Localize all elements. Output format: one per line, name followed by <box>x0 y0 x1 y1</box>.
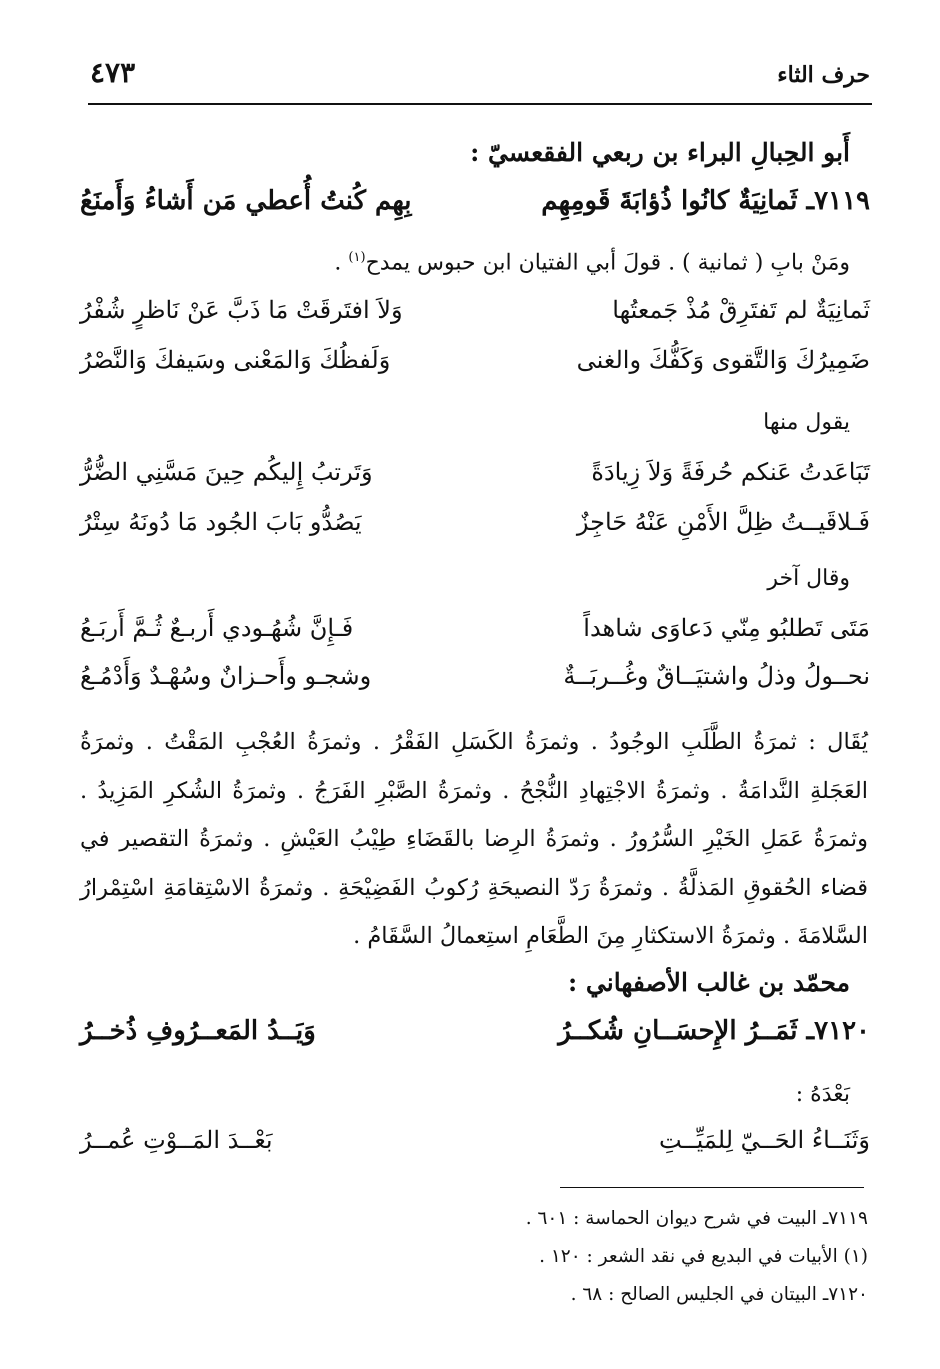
verse-first-hemistich: ضَمِيرُكَ وَالتَّقوى وَكَفُّكَ والغنى <box>576 346 870 374</box>
intro-line <box>334 250 850 275</box>
verse-first-hemistich: ٧١١٩ـ ثَمانِيَةٌ كانُوا ذُؤابَةَ قَومِهِم <box>541 186 870 216</box>
verse-second-hemistich: وَلاَ افتَرقَتْ مَا ذَبَّ عَنْ نَاظرٍ شُفْرُ <box>80 296 403 324</box>
verse-second-hemistich: وشجـو وأَحـزانٌ وسُهْـدٌ وَأَدْمُـعُ <box>80 662 372 690</box>
verse-7120 <box>80 1016 870 1056</box>
verse-first-hemistich: تَبَاعَدتُ عَنكم حُرفَةً وَلاَ زِيادَةً <box>591 458 870 486</box>
verse-first-hemistich: ٧١٢٠ـ ثَمَــرُ الإِحسَــانِ شُكــرُ <box>558 1016 870 1046</box>
verse-line <box>80 614 870 654</box>
verse-first-hemistich: مَتَى تَطلبُو مِنّي دَعاوَى شاهداً <box>583 614 870 642</box>
footnote: ٧١٢٠ـ البيتان في الجليس الصالح : ٦٨ . <box>570 1284 868 1305</box>
footnote-rule <box>560 1187 864 1188</box>
verse-first-hemistich: وَثَنَــاءُ الحَــيّ لِلمَيِّــتِ <box>659 1126 870 1154</box>
verse-line <box>80 662 870 702</box>
footnote: ٧١١٩ـ البيت في شرح ديوان الحماسة : ٦٠١ . <box>525 1208 868 1229</box>
footnote-marker: (١) <box>348 250 366 265</box>
verse-second-hemistich: فَـإِنَّ شُهُـودي أَربـعٌ ثُـمَّ أَربَـعُ <box>80 614 354 642</box>
verse-line <box>80 346 870 386</box>
poet-attribution-7120: محمّد بن غالب الأصفهاني : <box>567 968 850 997</box>
verse-second-hemistich: وَيَــدُ المَعــرُوفِ ذُخــرُ <box>80 1016 316 1046</box>
section-title: حرف الثاء <box>777 62 870 88</box>
page-number: ٤٧٣ <box>90 56 136 89</box>
prose-paragraph: يُقَال : ثمرَةُ الطَّلَبِ الوجُودُ . وثمرَةُ الكَسَلِ الفَقْرُ . وثمرَةُ العُجْبِ المَقْتُ . وثمرَةُ العَجَلةِ النَّدامَةُ . وثمرَةُ الاجْتِهادِ النُّجْحُ . وثمرَةُ الصَّبْرِ الفَرَجُ . وثمرَةُ الشُكرِ المَزِيدُ . وثمرَةُ عَمَلِ الخَيْرِ السُّرُورُ . وثمرَةُ الرِضا بالقَضَاءِ طِيْبُ العَيْشِ . وثمرَةُ التقصير في قضاء الحُقوقِ المَذلَّةُ . وثمرَةُ رَدّ النصيحَةِ رُكوبُ الفَضِيْحَةِ . وثمرَةُ الاسْتِقامَةِ اسْتِمْرارُ السَّلامَةَ . وثمرَةُ الاستكثارِ مِنَ الطَّعَامِ استِعمالُ السَّقَامُ . <box>80 729 868 950</box>
verse-line <box>80 458 870 498</box>
verse-second-hemistich: وَلَفظُكَ وَالمَعْنى وسَيفكَ وَالنَّصْرُ <box>80 346 391 374</box>
intro-end: . <box>334 250 349 276</box>
verse-second-hemistich: بَعْــدَ المَــوْتِ عُمــرُ <box>80 1126 273 1154</box>
verses-label: وقال آخر <box>767 566 850 591</box>
header-rule <box>88 103 872 105</box>
verse-second-hemistich: يَصُدُّو بَابَ الجُود مَا دُونَهُ سِتْرُ <box>80 508 362 536</box>
footnote: (١) الأبيات في البديع في نقد الشعر : ١٢٠ . <box>539 1246 868 1267</box>
verses-label: بَعْدَهُ : <box>795 1082 850 1107</box>
intro-text: ومَنْ بابِ ( ثمانية ) . قولَ أبي الفتيان ابن حبوس يمدح <box>365 250 850 276</box>
verses-label: يقول منها <box>763 410 850 435</box>
page-header <box>90 52 870 102</box>
verse-first-hemistich: نحــولُ وذلُ واشتيَــاقٌ وغُــربَــةٌ <box>563 662 870 690</box>
verse-line <box>80 508 870 548</box>
poet-attribution-7119: أَبو الحِبالِ البراء بن ربعي الفقعسيّ : <box>470 138 850 167</box>
verse-second-hemistich: بِهِم كُنتُ أُعطي مَن أَشاءُ وَأَمنَعُ <box>80 186 412 216</box>
verse-7119 <box>80 186 870 226</box>
verse-line <box>80 296 870 336</box>
verse-second-hemistich: وَتَرتبُ إِليكُم حِينَ مَسَّنِي الضُّرُّ <box>80 458 373 486</box>
verse-line <box>80 1126 870 1166</box>
verse-first-hemistich: ثَمانِيَةٌ لم تَفتَرِقْ مُذْ جَمعتُها <box>612 296 870 324</box>
verse-first-hemistich: فَـلاقَيــتُ ظِلَّ الأَمْنِ عَنْهُ حَاجِزٌ <box>576 508 870 536</box>
